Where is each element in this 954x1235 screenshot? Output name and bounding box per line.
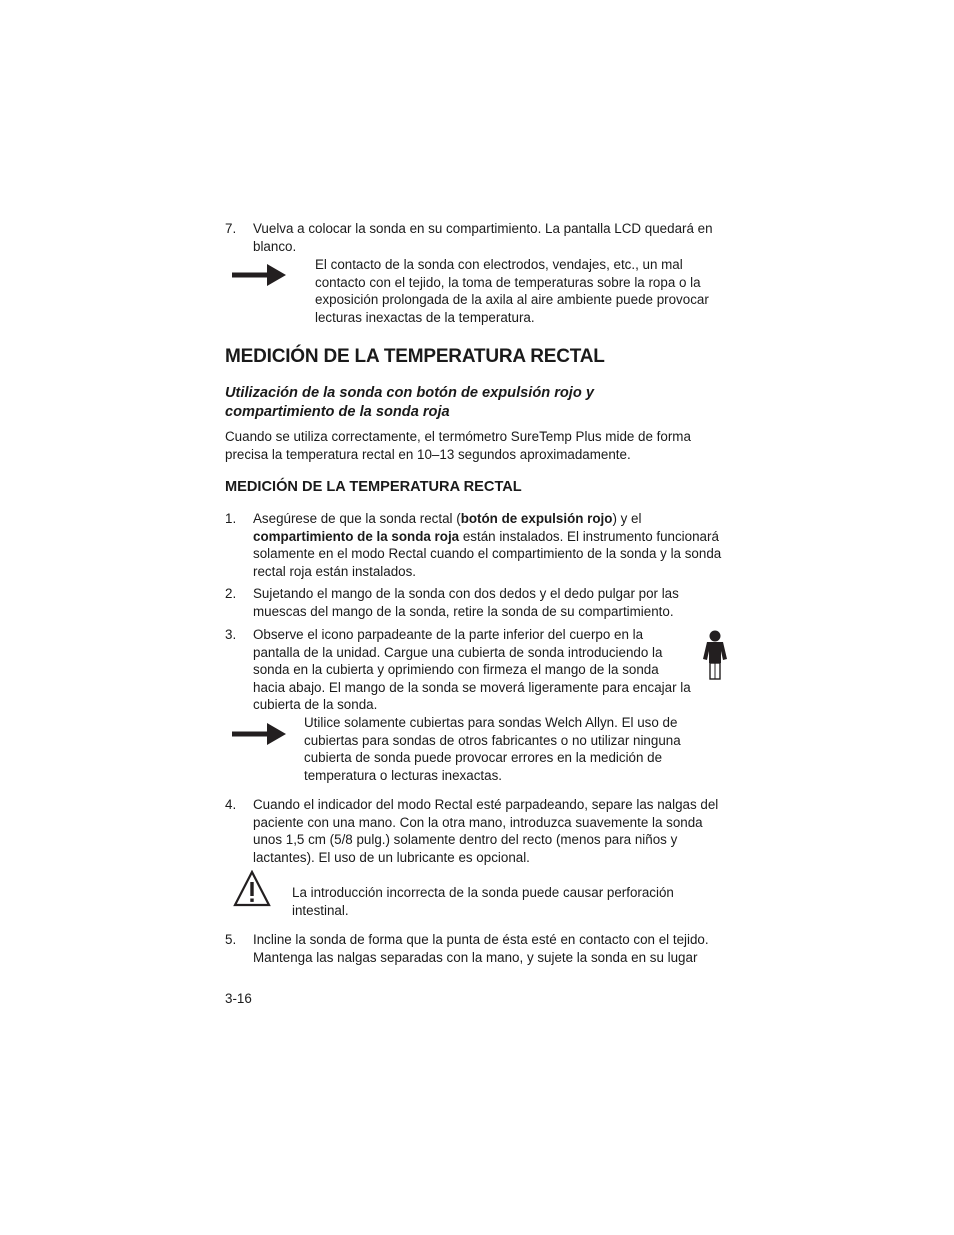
procedure-heading: MEDICIÓN DE LA TEMPERATURA RECTAL bbox=[225, 479, 522, 495]
step-number: 5. bbox=[225, 932, 237, 947]
section-heading: MEDICIÓN DE LA TEMPERATURA RECTAL bbox=[225, 346, 605, 367]
step-text: Cuando el indicador del modo Rectal esté parpadeando, separe las nalgas del paciente con una mano. Con la otra mano, introduzca suavemente la sonda unos 1,5 cm (5/8 pulg.) solamente dentro del recto (menos para niños y lactantes). El uso de un lubricante es opcional. bbox=[253, 797, 719, 865]
step-text: Incline la sonda de forma que la punta de ésta esté en contacto con el tejido. Mantenga las nalgas separadas con la mano, y sujete la sonda en su lugar bbox=[253, 932, 709, 965]
step-text-bold: compartimiento de la sonda roja bbox=[253, 528, 460, 544]
intro-paragraph: Cuando se utiliza correctamente, el termómetro SureTemp Plus mide de forma precisa la temperatura rectal en 10–13 segundos aproximadamente. bbox=[225, 429, 691, 462]
step-number: 7. bbox=[225, 221, 237, 236]
step-text: Sujetando el mango de la sonda con dos dedos y el dedo pulgar por las muescas del mango de la sonda, retire la sonda de su compartimiento. bbox=[253, 586, 679, 619]
step-text: Vuelva a colocar la sonda en su compartimiento. La pantalla LCD quedará en blanco. bbox=[253, 221, 713, 254]
warning-text: La introducción incorrecta de la sonda puede causar perforación intestinal. bbox=[292, 885, 674, 918]
warning-triangle-icon bbox=[233, 870, 271, 908]
note-text: Utilice solamente cubiertas para sondas Welch Allyn. El uso de cubiertas para sondas de otros fabricantes o no utilizar ninguna cubierta de sonda puede provocar errores en la medición de temperatura o lecturas inexactas. bbox=[304, 715, 681, 783]
step-text-bold: botón de expulsión rojo bbox=[460, 511, 613, 526]
step-number: 3. bbox=[225, 627, 237, 642]
rectal-body-icon bbox=[701, 629, 729, 681]
step-number: 4. bbox=[225, 797, 237, 812]
arrow-right-icon bbox=[232, 264, 286, 286]
page-number: 3-16 bbox=[225, 991, 252, 1006]
step-text-part: ) y el bbox=[612, 511, 642, 526]
arrow-right-icon bbox=[232, 723, 286, 745]
subsection-heading: Utilización de la sonda con botón de expulsión rojo y compartimiento de la sonda roja bbox=[225, 385, 594, 420]
step-text: Observe el icono parpadeante de la parte inferior del cuerpo en la pantalla de la unidad. Cargue una cubierta de sonda introduciendo la sonda en la cubierta y oprimiendo con firmeza el mango de la sonda hacia abajo. El mango de la sonda se moverá ligeramente para encajar la cubierta de la sonda. bbox=[253, 627, 691, 712]
step-text-part: Asegúrese de que la sonda rectal ( bbox=[253, 511, 461, 526]
step-text bbox=[253, 510, 723, 580]
step-text-part: están instalados. El instrumento funcionará solamente en el modo Rectal cuando el compartimiento de la sonda y la sonda rectal roja están instalados. bbox=[253, 528, 722, 579]
note-text: El contacto de la sonda con electrodos, vendajes, etc., un mal contacto con el tejido, la toma de temperaturas sobre la ropa o la exposición prolongada de la axila al aire ambiente puede provocar lecturas inexactas de la temperatura. bbox=[315, 257, 709, 325]
step-number: 1. bbox=[225, 511, 237, 526]
step-number: 2. bbox=[225, 586, 237, 601]
